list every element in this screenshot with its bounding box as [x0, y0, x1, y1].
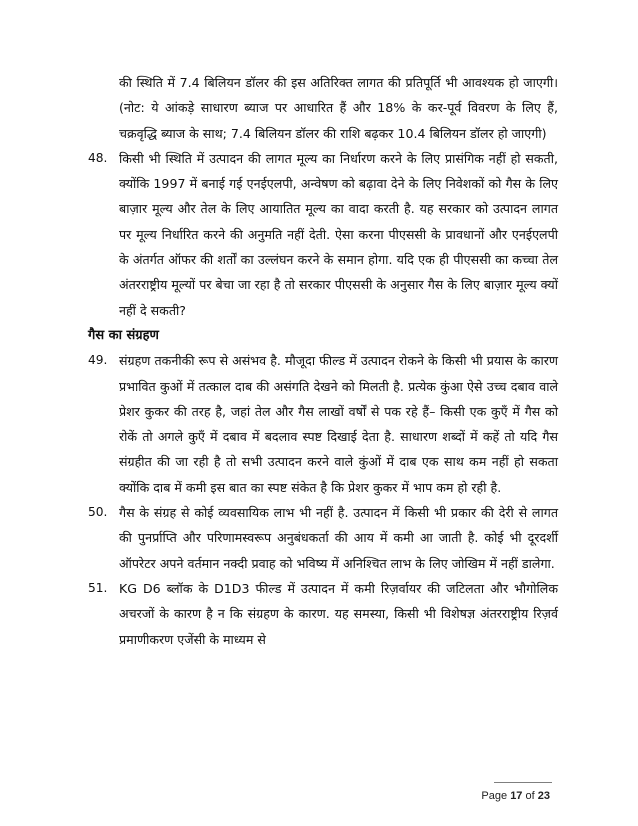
item-number: 49. [88, 353, 108, 368]
item-number: 51. [88, 580, 108, 595]
page-footer [481, 790, 550, 802]
current-page-number: 17 [510, 790, 523, 802]
of-label: of [525, 790, 535, 802]
list-item-49 [88, 348, 558, 500]
page-label: Page [481, 790, 508, 802]
item-text: संग्रहण तकनीकी रूप से असंभव है. मौजूदा फील्ड में उत्पादन रोकने के किसी भी प्रयास के कारण प्रभावित कुओं में तत्काल दाब की असंगति देखने को मिलती है. प्रत्येक कुंआ ऐसे उच्च दबाव वाले प्रेशर कुकर की तरह है, जहां तेल और गैस लाखों वर्षों से पक रहे हैं– किसी एक कुएँ में गैस को रोकें तो अगले कुएँ में दबाव में बदलाव स्पष्ट दिखाई देता है. साधारण शब्दों में कहें तो यदि गैस संग्रहीत की जा रही है तो सभी उत्पादन करने वाले कुंओं में दाब एक साथ कम नहीं हो सकता क्योंकि दाब में कमी इस बात का स्पष्ट संकेत है कि प्रेशर कुकर में भाप कम हो रही है. [119, 353, 558, 495]
continuation-paragraph: की स्थिति में 7.4 बिलियन डॉलर की इस अतिरिक्त लागत की प्रतिपूर्ति भी आवश्यक हो जाएगी। (नोट: ये आंकड़े साधारण ब्याज पर आधारित हैं और 18% के कर-पूर्व विवरण के लिए हैं, चक्रवृद्धि ब्याज के साथ; 7.4 बिलियन डॉलर की राशि बढ़कर 10.4 बिलियन डॉलर हो जाएगी) [119, 75, 558, 141]
item-number: 50. [88, 505, 108, 520]
list-item-48 [88, 146, 558, 323]
page-content [88, 70, 558, 652]
section-heading: गैस का संग्रहण [88, 327, 159, 343]
total-pages-number: 23 [537, 790, 550, 802]
list-item-51 [88, 576, 558, 652]
item-text: KG D6 ब्लॉक के D1D3 फील्ड में उत्पादन में कमी रिज़र्वायर की जटिलता और भौगोलिक अचरजों के कारण है न कि संग्रहण के कारण. यह समस्या, किसी भी विशेषज्ञ अंतरराष्ट्रीय रिज़र्व प्रमाणीकरण एजेंसी के माध्यम से [119, 580, 558, 647]
item-text: किसी भी स्थिति में उत्पादन की लागत मूल्य का निर्धारण करने के लिए प्रासंगिक नहीं हो सकती, क्योंकि 1997 में बनाई गई एनईएलपी, अन्वेषण को बढ़ावा देने के लिए निवेशकों को गैस के लिए बाज़ार मूल्य और तेल के लिए आयातित मूल्य का वादा करती है. यह सरकार को उत्पादन लागत पर मूल्य निर्धारित करने की अनुमति नहीं देती. ऐसा करना पीएससी के प्रावधानों और एनईएलपी के अंतर्गत ऑफर की शर्तों का उल्लंघन करने के समान होगा. यदि एक ही पीएससी का कच्चा तेल अंतरराष्ट्रीय मूल्यों पर बेचा जा रहा है तो सरकार पीएससी के अनुसार गैस के लिए बाज़ार मूल्य क्यों नहीं दे सकती? [119, 150, 558, 318]
footer-divider [494, 782, 552, 783]
list-item-50 [88, 500, 558, 576]
item-number: 48. [88, 150, 108, 165]
item-text: गैस के संग्रह से कोई व्यवसायिक लाभ भी नहीं है. उत्पादन में किसी भी प्रकार की देरी से लागत की पुनर्प्राप्ति और परिणामस्वरूप अनुबंधकर्ता की आय में कमी आ जाती है. कोई भी दूरदर्शी ऑपरेटर अपने वर्तमान नक्दी प्रवाह को भविष्य में अनिश्चित लाभ के लिए जोखिम में नहीं डालेगा. [119, 505, 558, 571]
